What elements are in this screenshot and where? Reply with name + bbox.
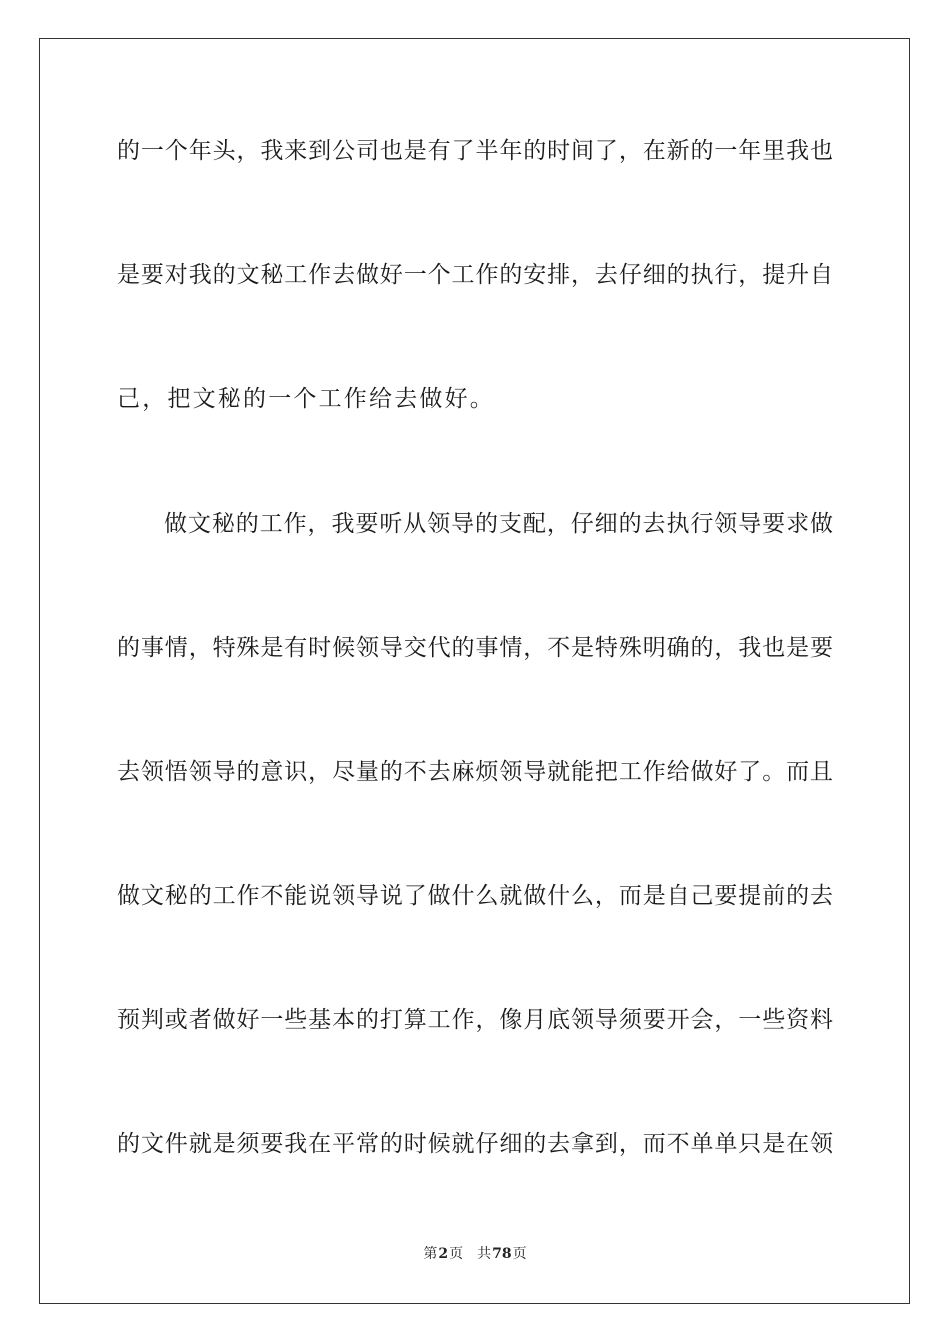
footer-total-prefix: 共 bbox=[477, 1246, 492, 1262]
body-line-4: 做文秘的工作，我要听从领导的支配，仔细的去执行领导要求做 bbox=[164, 511, 833, 537]
footer-total-suffix: 页 bbox=[512, 1246, 527, 1262]
page-footer bbox=[0, 1244, 950, 1264]
footer-total-pages: 78 bbox=[492, 1246, 512, 1262]
body-line-6: 去领悟领导的意识，尽量的不去麻烦领导就能把工作给做好了。而且 bbox=[117, 759, 833, 785]
body-line-3: 己，把文秘的一个工作给去做好。 bbox=[117, 386, 495, 412]
body-line-5: 的事情，特殊是有时候领导交代的事情，不是特殊明确的，我也是要 bbox=[117, 635, 833, 661]
body-line-7: 做文秘的工作不能说领导说了做什么就做什么，而是自己要提前的去 bbox=[117, 883, 833, 909]
body-line-8: 预判或者做好一些基本的打算工作，像月底领导须要开会，一些资料 bbox=[117, 1007, 833, 1033]
body-line-9: 的文件就是须要我在平常的时候就仔细的去拿到，而不单单只是在领 bbox=[117, 1131, 833, 1157]
footer-page-number: 2 bbox=[438, 1246, 449, 1262]
body-line-1: 的一个年头，我来到公司也是有了半年的时间了，在新的一年里我也 bbox=[117, 138, 833, 164]
body-line-2: 是要对我的文秘工作去做好一个工作的安排，去仔细的执行，提升自 bbox=[117, 262, 833, 288]
footer-page-suffix: 页 bbox=[449, 1246, 464, 1262]
footer-page-prefix: 第 bbox=[423, 1246, 438, 1262]
page-border bbox=[39, 38, 910, 1304]
